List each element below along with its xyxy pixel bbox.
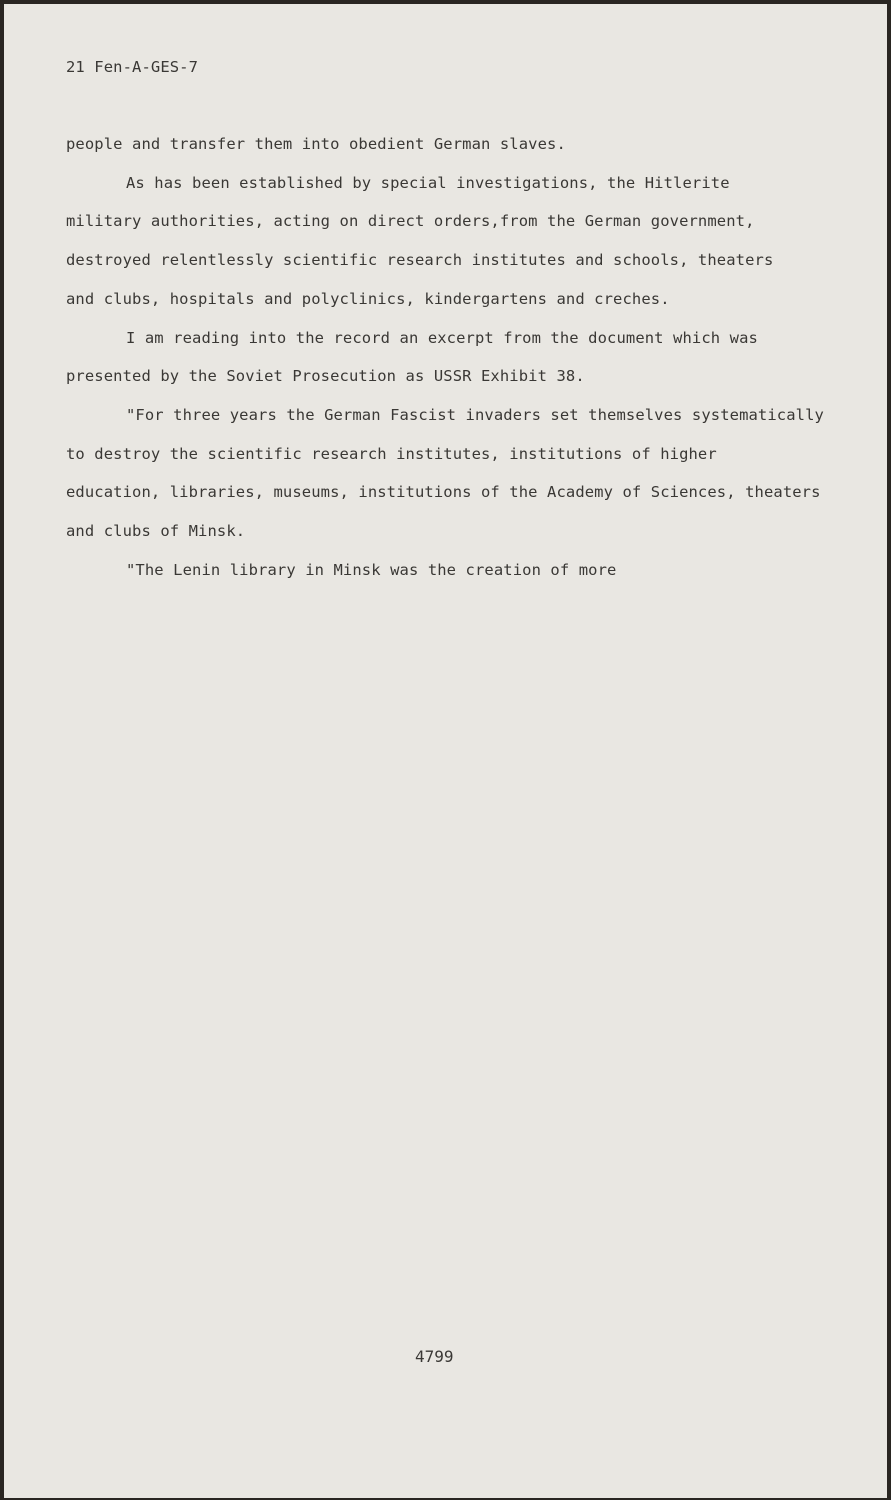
document-page: [4, 4, 887, 1498]
text-line: presented by the Soviet Prosecution as USSR Exhibit 38.: [66, 367, 585, 386]
text-line: and clubs, hospitals and polyclinics, kindergartens and creches.: [66, 289, 670, 308]
text-line: education, libraries, museums, institutions of the Academy of Sciences, theaters: [66, 483, 821, 502]
text-line: As has been established by special investigations, the Hitlerite: [126, 173, 730, 192]
text-line: people and transfer them into obedient German slaves.: [66, 135, 566, 153]
document-body: [66, 48, 866, 589]
text-line: to destroy the scientific research institutes, institutions of higher: [66, 444, 717, 463]
header-spacer: [66, 86, 866, 125]
text-line: military authorities, acting on direct orders,from the German government,: [66, 212, 755, 231]
document-header: 21 Fen-A-GES-7: [66, 58, 199, 76]
text-line: "The Lenin library in Minsk was the creation of more: [126, 560, 617, 579]
text-line: "For three years the German Fascist invaders set themselves systematically: [126, 405, 824, 424]
text-line: destroyed relentlessly scientific research institutes and schools, theaters: [66, 251, 774, 270]
page-number: 4799: [415, 1347, 454, 1366]
text-line: I am reading into the record an excerpt from the document which was: [126, 328, 758, 347]
text-line: and clubs of Minsk.: [66, 522, 246, 541]
